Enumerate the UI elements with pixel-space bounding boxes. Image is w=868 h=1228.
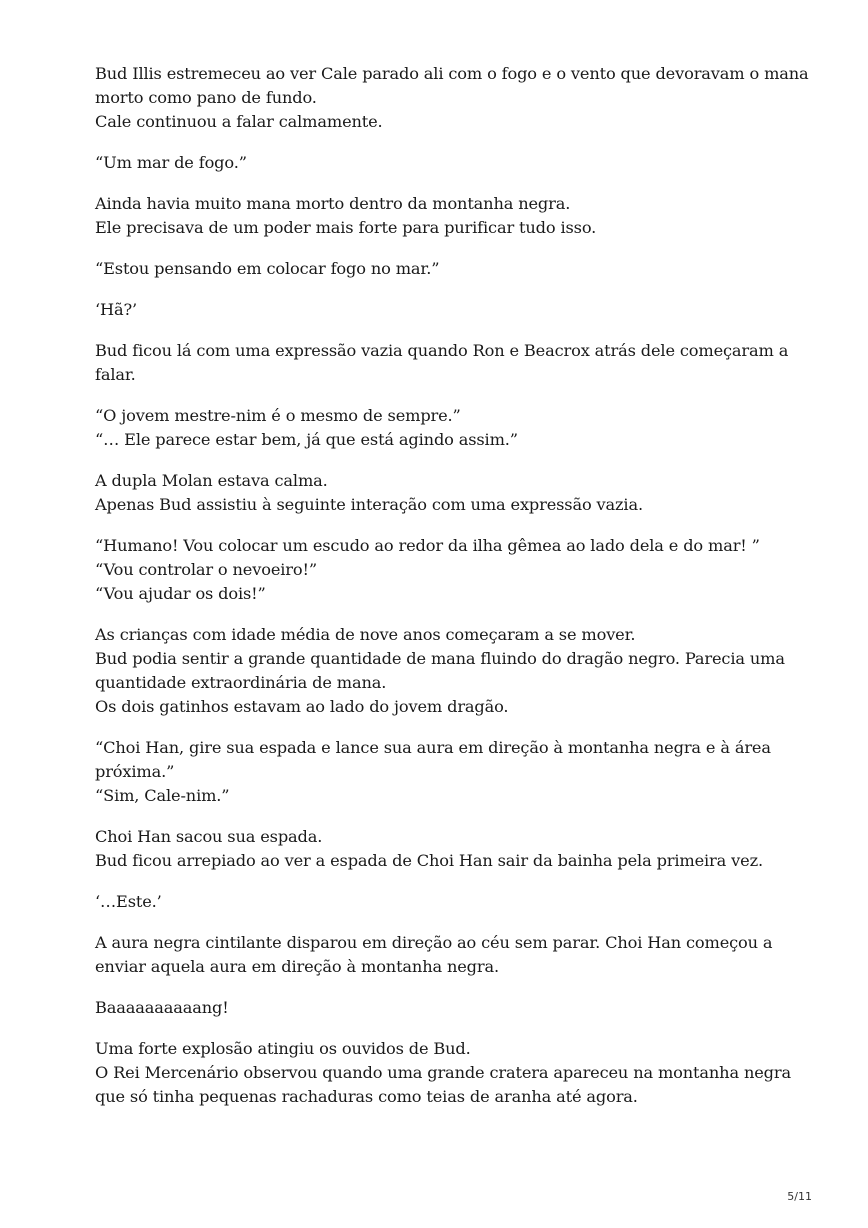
text-line: Ele precisava de um poder mais forte para purificar tudo isso. (95, 218, 597, 237)
paragraph (95, 996, 775, 1020)
text-line: Bud Illis estremeceu ao ver Cale parado ali com o fogo e o vento que devoravam o mana (95, 64, 809, 83)
paragraph (95, 931, 775, 979)
text-line: morto como pano de fundo. (95, 88, 317, 107)
text-line: Uma forte explosão atingiu os ouvidos de Bud. (95, 1039, 471, 1058)
text-line: O Rei Mercenário observou quando uma grande cratera apareceu na montanha negra (95, 1063, 791, 1082)
text-line: que só tinha pequenas rachaduras como teias de aranha até agora. (95, 1087, 638, 1106)
paragraph (95, 890, 775, 914)
text-line: Baaaaaaaaaang! (95, 998, 229, 1017)
paragraph (95, 623, 785, 719)
paragraph (95, 298, 775, 322)
text-line: Bud ficou lá com uma expressão vazia quando Ron e Beacrox atrás dele começaram a (95, 341, 789, 360)
text-line: Cale continuou a falar calmamente. (95, 112, 383, 131)
text-line: A aura negra cintilante disparou em direção ao céu sem parar. Choi Han começou a (95, 933, 773, 952)
text-line: As crianças com idade média de nove anos começaram a se mover. (95, 625, 636, 644)
text-line: Apenas Bud assistiu à seguinte interação com uma expressão vazia. (95, 495, 643, 514)
text-line: ‘Hã?’ (95, 300, 137, 319)
paragraph (95, 62, 809, 134)
paragraph (95, 534, 775, 606)
text-line: “Sim, Cale-nim.” (95, 786, 230, 805)
text-line: Bud podia sentir a grande quantidade de mana fluindo do dragão negro. Parecia uma (95, 649, 785, 668)
text-line: próxima.” (95, 762, 175, 781)
document-body (95, 62, 809, 1126)
paragraph (95, 151, 775, 175)
text-line: “… Ele parece estar bem, já que está agindo assim.” (95, 430, 518, 449)
text-line: ‘…Este.’ (95, 892, 162, 911)
paragraph (95, 192, 775, 240)
text-line: enviar aquela aura em direção à montanha negra. (95, 957, 499, 976)
paragraph (95, 469, 775, 517)
text-line: “Vou ajudar os dois!” (95, 584, 266, 603)
paragraph (95, 736, 775, 808)
text-line: Choi Han sacou sua espada. (95, 827, 323, 846)
text-line: “Estou pensando em colocar fogo no mar.” (95, 259, 440, 278)
text-line: Ainda havia muito mana morto dentro da montanha negra. (95, 194, 571, 213)
text-line: “Vou controlar o nevoeiro!” (95, 560, 317, 579)
page-number: 5/11 (787, 1190, 812, 1203)
text-line: Bud ficou arrepiado ao ver a espada de Choi Han sair da bainha pela primeira vez. (95, 851, 763, 870)
paragraph (95, 825, 775, 873)
paragraph (95, 339, 789, 387)
text-line: “Humano! Vou colocar um escudo ao redor da ilha gêmea ao lado dela e do mar! ” (95, 536, 760, 555)
text-line: quantidade extraordinária de mana. (95, 673, 387, 692)
text-line: “O jovem mestre-nim é o mesmo de sempre.” (95, 406, 461, 425)
paragraph (95, 1037, 791, 1109)
paragraph (95, 404, 775, 452)
text-line: A dupla Molan estava calma. (95, 471, 328, 490)
text-line: “Um mar de fogo.” (95, 153, 247, 172)
text-line: “Choi Han, gire sua espada e lance sua aura em direção à montanha negra e à área (95, 738, 771, 757)
paragraph (95, 257, 775, 281)
text-line: Os dois gatinhos estavam ao lado do jovem dragão. (95, 697, 509, 716)
text-line: falar. (95, 365, 136, 384)
